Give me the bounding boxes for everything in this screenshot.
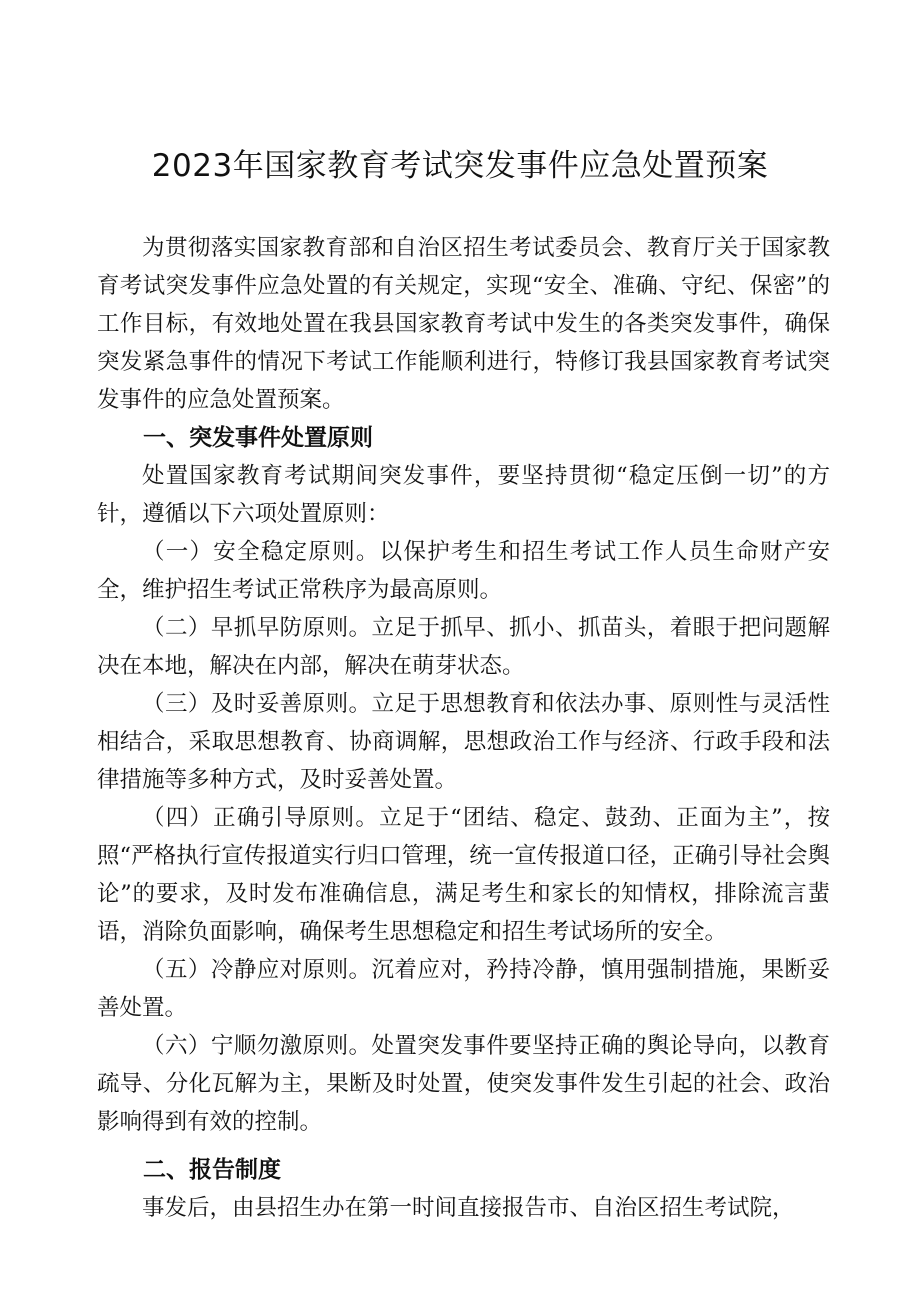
principle-item-1: （一）安全稳定原则。以保护考生和招生考试工作人员生命财产安全，维护招生考试正常秩序为最高原则。 <box>97 539 830 603</box>
principle-item-3: （三）及时妥善原则。立足于思想教育和依法办事、原则性与灵活性相结合，采取思想教育、协商调解，思想政治工作与经济、行政手段和法律措施等多种方式，及时妥善处置。 <box>97 691 830 793</box>
section-spacer <box>97 1141 830 1151</box>
principle-item-6: （六）宁顺勿激原则。处置突发事件要坚持正确的舆论导向，以教育疏导、分化瓦解为主，果断及时处置，使突发事件发生引起的社会、政治影响得到有效的控制。 <box>97 1033 830 1135</box>
section2-heading: 二、报告制度 <box>143 1157 281 1183</box>
section2-lead: 事发后，由县招生办在第一时间直接报告市、自治区招生考试院， <box>142 1195 795 1221</box>
document-body <box>97 229 830 1227</box>
principle-item-2: （二）早抓早防原则。立足于抓早、抓小、抓苗头，着眼于把问题解决在本地，解决在内部，解决在萌芽状态。 <box>97 615 830 679</box>
principle-item-4: （四）正确引导原则。立足于“团结、稳定、鼓劲、正面为主”，按照“严格执行宣传报道实行归口管理，统一宣传报道口径，正确引导社会舆论”的要求，及时发布准确信息，满足考生和家长的知情权，排除流言蜚语，消除负面影响，确保考生思想稳定和招生考试场所的安全。 <box>97 805 830 945</box>
section1-heading: 一、突发事件处置原则 <box>143 425 373 451</box>
principle-item-5: （五）冷静应对原则。沉着应对，矜持冷静，慎用强制措施，果断妥善处置。 <box>97 957 830 1021</box>
document-title: 2023年国家教育考试突发事件应急处置预案 <box>151 148 769 184</box>
section1-lead: 处置国家教育考试期间突发事件，要坚持贯彻“稳定压倒一切”的方针，遵循以下六项处置原则： <box>97 463 830 527</box>
intro-paragraph: 为贯彻落实国家教育部和自治区招生考试委员会、教育厅关于国家教育考试突发事件应急处置的有关规定，实现“安全、准确、守纪、保密”的工作目标，有效地处置在我县国家教育考试中发生的各类突发事件，确保突发紧急事件的情况下考试工作能顺利进行，特修订我县国家教育考试突发事件的应急处置预案。 <box>97 235 830 413</box>
